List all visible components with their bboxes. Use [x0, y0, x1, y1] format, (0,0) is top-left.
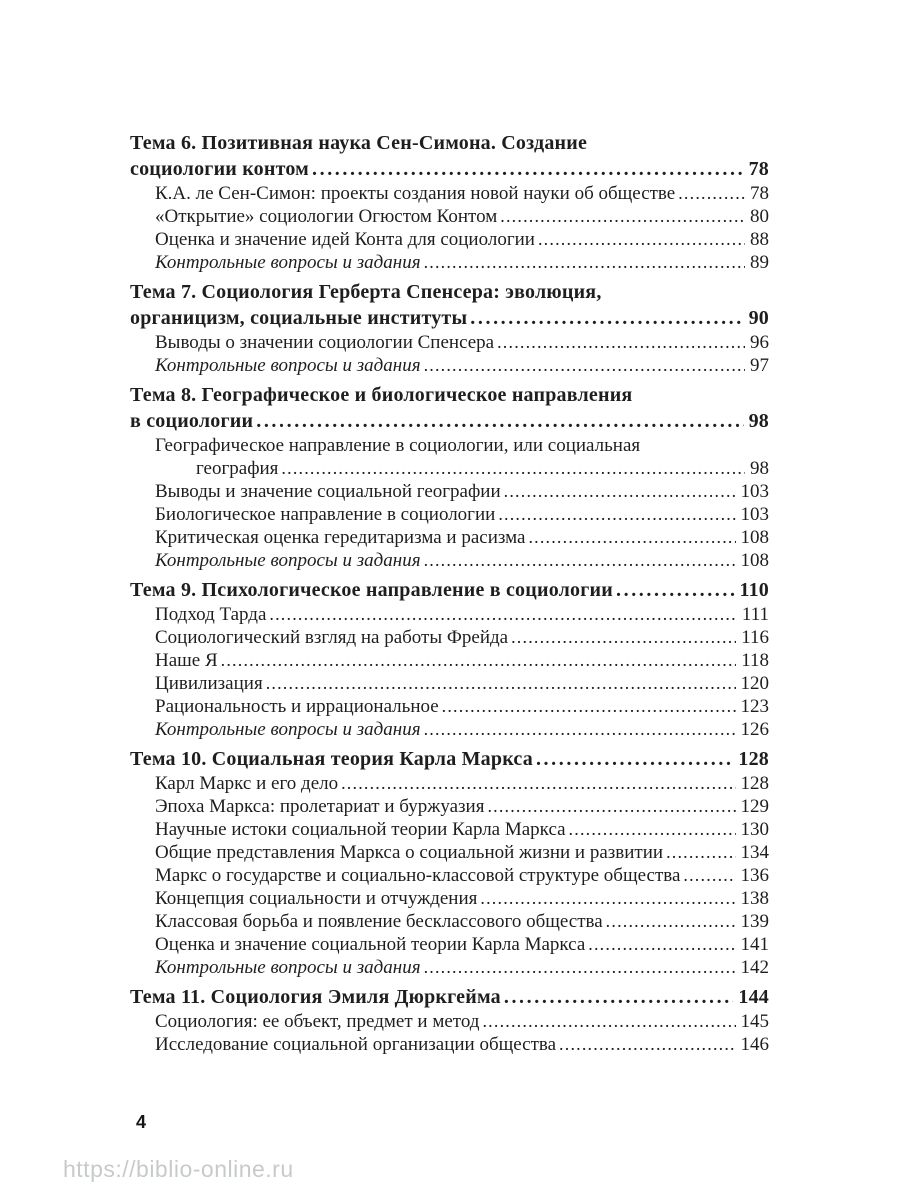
- toc-entry-title: Тема 11. Социология Эмиля Дюркгейма: [130, 986, 501, 1008]
- toc-entry-title: Биологическое направление в социологии: [155, 504, 496, 525]
- toc-entry-page-number: 144: [738, 986, 769, 1008]
- dot-leader: [442, 695, 736, 718]
- toc-entry-page-number: 98: [748, 410, 769, 432]
- toc-entry-title: Карл Маркс и его дело: [155, 773, 339, 794]
- toc-entry-title: Тема 8. Географическое и биологическое направления: [130, 384, 633, 406]
- toc-subentry-line: [130, 772, 769, 795]
- toc-entry-page-number: 90: [748, 307, 769, 329]
- toc-entry-page-number: 110: [739, 579, 769, 601]
- toc-subentry-line: [130, 649, 769, 672]
- toc-entry-page-number: 146: [740, 1034, 769, 1055]
- toc-subentry-line: [130, 549, 769, 572]
- toc-subentry-line: [130, 887, 769, 910]
- toc-subentry-line: [130, 672, 769, 695]
- toc-entry-title: Маркс о государстве и социально-классовой структуре общества: [155, 865, 681, 886]
- toc-entry-page-number: 78: [748, 158, 769, 180]
- toc-entry-title: Рациональность и иррациональное: [155, 696, 439, 717]
- toc-heading-line: [130, 746, 769, 772]
- dot-leader: [504, 480, 736, 503]
- toc-entry-page-number: 145: [740, 1011, 769, 1032]
- toc-subentry-line: [130, 434, 769, 457]
- toc-entry-page-number: 128: [740, 773, 769, 794]
- toc-subentry-line: [130, 795, 769, 818]
- toc-heading-line: [130, 279, 769, 305]
- toc-entry-title: Тема 7. Социология Герберта Спенсера: эволюция,: [130, 281, 602, 303]
- toc-entry-page-number: 128: [738, 748, 769, 770]
- toc-entry-page-number: 89: [750, 252, 769, 273]
- toc-entry-page-number: 141: [740, 934, 769, 955]
- dot-leader: [498, 503, 735, 526]
- toc-entry-page-number: 118: [741, 650, 769, 671]
- dot-leader: [616, 577, 735, 603]
- page-number: 4: [136, 1112, 147, 1132]
- toc-subentry-line: [130, 933, 769, 956]
- toc-entry-page-number: 142: [740, 957, 769, 978]
- dot-leader: [424, 251, 745, 274]
- toc-entry-page-number: 88: [750, 229, 769, 250]
- dot-leader: [424, 354, 745, 377]
- toc-entry-title: социологии контом: [130, 158, 309, 180]
- toc-entry-title: Цивилизация: [155, 673, 263, 694]
- toc-entry-page-number: 103: [740, 504, 769, 525]
- dot-leader: [482, 1010, 735, 1033]
- toc-entry-page-number: 129: [740, 796, 769, 817]
- toc-entry-page-number: 138: [740, 888, 769, 909]
- dot-leader: [424, 956, 736, 979]
- toc-entry-page-number: 111: [741, 604, 769, 625]
- toc-subentry-line: [130, 457, 769, 480]
- dot-leader: [588, 933, 735, 956]
- toc-entry-page-number: 108: [740, 527, 769, 548]
- dot-leader: [511, 626, 736, 649]
- toc-subentry-line: [130, 331, 769, 354]
- dot-leader: [500, 205, 745, 228]
- dot-leader: [256, 408, 743, 434]
- toc-subentry-line: [130, 480, 769, 503]
- toc-entry-title: Контрольные вопросы и задания: [155, 957, 421, 978]
- dot-leader: [266, 672, 736, 695]
- toc-entry-title: Выводы и значение социальной географии: [155, 481, 501, 502]
- toc-entry-page-number: 134: [740, 842, 769, 863]
- toc-subentry-line: [130, 841, 769, 864]
- watermark-url: https://biblio-online.ru: [63, 1156, 294, 1182]
- toc-entry-title: Наше Я: [155, 650, 218, 671]
- toc-subentry-line: [130, 228, 769, 251]
- toc-entry-title: Эпоха Маркса: пролетариат и буржуазия: [155, 796, 485, 817]
- toc-entry-title: Концепция социальности и отчуждения: [155, 888, 478, 909]
- toc-entry-title: «Открытие» социологии Огюстом Контом: [155, 206, 498, 227]
- toc-subentry-line: [130, 205, 769, 228]
- toc-entry-page-number: 116: [741, 627, 769, 648]
- toc-entry-title: Социологический взгляд на работы Фрейда: [155, 627, 509, 648]
- toc-entry-title: Оценка и значение социальной теории Карла Маркса: [155, 934, 586, 955]
- toc-entry-page-number: 120: [740, 673, 769, 694]
- toc-heading-line: [130, 408, 769, 434]
- dot-leader: [569, 818, 736, 841]
- dot-leader: [341, 772, 735, 795]
- toc-entry-title: Контрольные вопросы и задания: [155, 719, 421, 740]
- toc-entry-title: Научные истоки социальной теории Карла Маркса: [155, 819, 566, 840]
- toc-subentry-line: [130, 718, 769, 741]
- dot-leader: [487, 795, 735, 818]
- toc-entry-page-number: 136: [740, 865, 769, 886]
- dot-leader: [678, 182, 745, 205]
- toc-entry-page-number: 108: [740, 550, 769, 571]
- toc-entry-title: Социология: ее объект, предмет и метод: [155, 1011, 480, 1032]
- toc-subentry-line: [130, 864, 769, 887]
- toc-entry-title: Оценка и значение идей Конта для социологии: [155, 229, 535, 250]
- dot-leader: [497, 331, 745, 354]
- toc-entry-title: Тема 10. Социальная теория Карла Маркса: [130, 748, 533, 770]
- toc-entry-title: Классовая борьба и появление бесклассового общества: [155, 911, 603, 932]
- dot-leader: [470, 305, 743, 331]
- toc-entry-page-number: 126: [740, 719, 769, 740]
- toc-subentry-line: [130, 1033, 769, 1056]
- toc-entry-title: Выводы о значении социологии Спенсера: [155, 332, 495, 353]
- toc-entry-page-number: 103: [740, 481, 769, 502]
- toc-entry-title: география: [196, 458, 279, 479]
- dot-leader: [536, 746, 733, 772]
- dot-leader: [538, 228, 745, 251]
- toc-entry-title: Контрольные вопросы и задания: [155, 252, 421, 273]
- toc-entry-title: Географическое направление в социологии, или социальная: [155, 435, 641, 456]
- dot-leader: [528, 526, 735, 549]
- toc-entry-page-number: 123: [740, 696, 769, 717]
- toc-entry-page-number: 98: [750, 458, 769, 479]
- toc-entry-title: органицизм, социальные институты: [130, 307, 468, 329]
- toc-entry-title: в социологии: [130, 410, 254, 432]
- dot-leader: [269, 603, 737, 626]
- toc-entry-title: Тема 9. Психологическое направление в социологии: [130, 579, 613, 601]
- toc-heading-line: [130, 577, 769, 603]
- toc-heading-line: [130, 984, 769, 1010]
- dot-leader: [683, 864, 735, 887]
- table-of-contents: [130, 130, 769, 1056]
- toc-entry-title: Общие представления Маркса о социальной жизни и развитии: [155, 842, 664, 863]
- dot-leader: [666, 841, 735, 864]
- toc-entry-page-number: 80: [750, 206, 769, 227]
- dot-leader: [281, 457, 745, 480]
- toc-entry-title: Критическая оценка гередитаризма и расизма: [155, 527, 526, 548]
- toc-entry-page-number: 139: [740, 911, 769, 932]
- toc-entry-title: К.А. ле Сен-Симон: проекты создания новой науки об обществе: [155, 183, 676, 204]
- toc-entry-page-number: 78: [750, 183, 769, 204]
- toc-subentry-line: [130, 956, 769, 979]
- toc-entry-title: Контрольные вопросы и задания: [155, 550, 421, 571]
- dot-leader: [504, 984, 734, 1010]
- toc-subentry-line: [130, 818, 769, 841]
- toc-entry-page-number: 97: [750, 355, 769, 376]
- toc-entry-title: Тема 6. Позитивная наука Сен-Симона. Создание: [130, 132, 588, 154]
- toc-subentry-line: [130, 695, 769, 718]
- toc-heading-line: [130, 130, 769, 156]
- toc-subentry-line: [130, 354, 769, 377]
- toc-subentry-line: [130, 182, 769, 205]
- dot-leader: [221, 649, 737, 672]
- dot-leader: [606, 910, 736, 933]
- dot-leader: [424, 549, 736, 572]
- toc-entry-title: Исследование социальной организации общества: [155, 1034, 557, 1055]
- toc-heading-line: [130, 156, 769, 182]
- dot-leader: [480, 887, 735, 910]
- toc-subentry-line: [130, 603, 769, 626]
- toc-entry-page-number: 96: [750, 332, 769, 353]
- toc-entry-title: Контрольные вопросы и задания: [155, 355, 421, 376]
- toc-subentry-line: [130, 910, 769, 933]
- dot-leader: [312, 156, 744, 182]
- toc-subentry-line: [130, 1010, 769, 1033]
- toc-subentry-line: [130, 251, 769, 274]
- dot-leader: [559, 1033, 735, 1056]
- toc-heading-line: [130, 305, 769, 331]
- toc-subentry-line: [130, 526, 769, 549]
- toc-subentry-line: [130, 626, 769, 649]
- toc-subentry-line: [130, 503, 769, 526]
- toc-entry-title: Подход Тарда: [155, 604, 267, 625]
- toc-heading-line: [130, 382, 769, 408]
- dot-leader: [424, 718, 736, 741]
- toc-entry-page-number: 130: [740, 819, 769, 840]
